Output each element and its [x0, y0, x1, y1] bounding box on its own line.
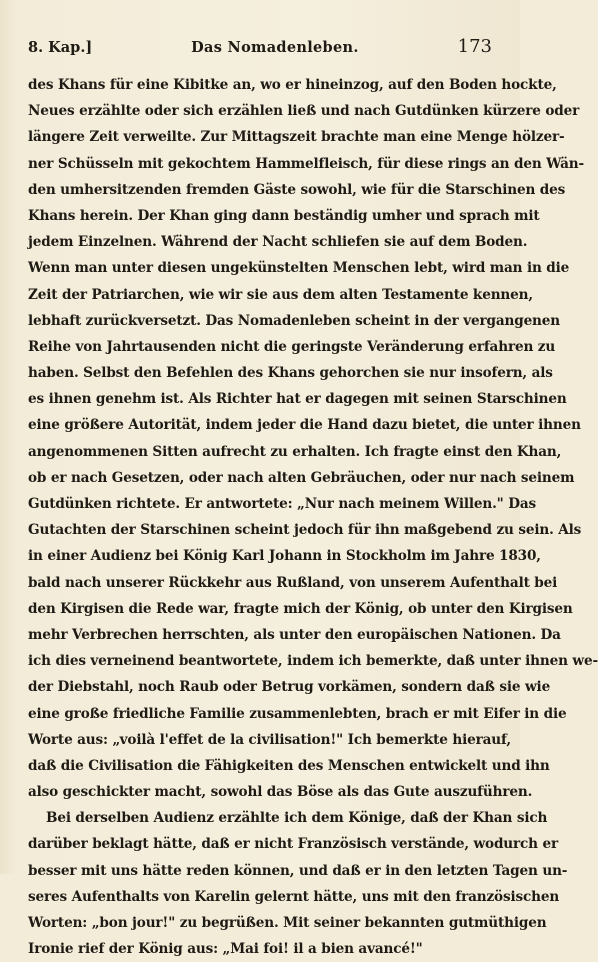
paragraph: [28, 805, 568, 962]
running-title: Das Nomadenleben.: [191, 39, 359, 56]
text-line: ich dies verneinend beantwortete, indem ich bemerkte, daß unter ihnen we-: [28, 653, 598, 670]
text-line: längere Zeit verweilte. Zur Mittagszeit brachte man eine Menge hölzer-: [28, 129, 565, 146]
text-line: mehr Verbrechen herrschten, als unter den europäischen Nationen. Da: [28, 626, 561, 643]
text-line: der Diebstahl, noch Raub oder Betrug vorkämen, sondern daß sie wie: [28, 679, 551, 696]
text-line: angenommenen Sitten aufrecht zu erhalten. Ich fragte einst den Khan,: [28, 443, 562, 460]
text-line: es ihnen genehm ist. Als Richter hat er dagegen mit seinen Starschinen: [28, 391, 567, 408]
chapter-label: 8. Kap.]: [28, 39, 93, 56]
text-line: ner Schüsseln mit gekochtem Hammelfleisch, für diese rings an den Wän-: [28, 155, 584, 172]
page-number: 173: [457, 36, 492, 57]
text-line: daß die Civilisation die Fähigkeiten des Menschen entwickelt und ihn: [28, 757, 550, 774]
text-line: Wenn man unter diesen ungekünstelten Menschen lebt, wird man in die: [28, 260, 570, 277]
text-line: Gutdünken richtete. Er antwortete: „Nur nach meinem Willen." Das: [28, 496, 536, 512]
text-line: eine große friedliche Familie zusammenlebten, brach er mit Eifer in die: [28, 705, 567, 722]
text-line: Bei derselben Audienz erzählte ich dem Könige, daß der Khan sich: [46, 810, 548, 827]
text-line: seres Aufenthalts von Karelin gelernt hätte, uns mit den französischen: [28, 888, 560, 905]
text-line: den umhersitzenden fremden Gäste sowohl, wie für die Starschinen des: [28, 181, 566, 198]
text-line: in einer Audienz bei König Karl Johann in Stockholm im Jahre 1830,: [28, 548, 541, 565]
text-line: Worten: „bon jour!" zu begrüßen. Mit seiner bekannten gutmüthigen: [28, 915, 547, 931]
body-text: [28, 72, 598, 962]
text-line: Neues erzählte oder sich erzählen ließ und nach Gutdünken kürzere oder: [28, 103, 580, 120]
text-line: bald nach unserer Rückkehr aus Rußland, von unserem Aufenthalt bei: [28, 574, 558, 591]
text-line: darüber beklagt hätte, daß er nicht Französisch verstände, wodurch er: [28, 836, 559, 853]
paragraph: [28, 72, 598, 805]
text-line: den Kirgisen die Rede war, fragte mich der König, ob unter den Kirgisen: [28, 600, 573, 617]
text-line: Zeit der Patriarchen, wie wir sie aus dem alten Testamente kennen,: [28, 286, 533, 303]
running-header: [28, 36, 492, 58]
text-line: jedem Einzelnen. Während der Nacht schliefen sie auf dem Boden.: [28, 234, 528, 251]
text-line: besser mit uns hätte reden können, und daß er in den letzten Tagen un-: [28, 862, 568, 879]
text-line: haben. Selbst den Befehlen des Khans gehorchen sie nur insofern, als: [28, 365, 553, 382]
text-line: Gutachten der Starschinen scheint jedoch für ihn maßgebend zu sein. Als: [28, 522, 582, 539]
text-line: lebhaft zurückversetzt. Das Nomadenleben scheint in der vergangenen: [28, 312, 561, 329]
text-line: des Khans für eine Kibitke an, wo er hineinzog, auf den Boden hockte,: [28, 77, 557, 93]
text-line: ob er nach Gesetzen, oder nach alten Gebräuchen, oder nur nach seinem: [28, 469, 575, 486]
text-line: Reihe von Jahrtausenden nicht die geringste Veränderung erfahren zu: [28, 338, 556, 355]
text-line: also geschickter macht, sowohl das Böse als das Gute auszuführen.: [28, 784, 533, 801]
text-line: Worte aus: „voilà l'effet de la civilisation!" Ich bemerkte hierauf,: [28, 731, 512, 748]
text-line: Ironie rief der König aus: „Mai foi! il a bien avancé!": [28, 941, 423, 958]
text-line: Khans herein. Der Khan ging dann beständig umher und sprach mit: [28, 207, 540, 224]
text-line: eine größere Autorität, indem jeder die Hand dazu bietet, die unter ihnen: [28, 417, 581, 434]
